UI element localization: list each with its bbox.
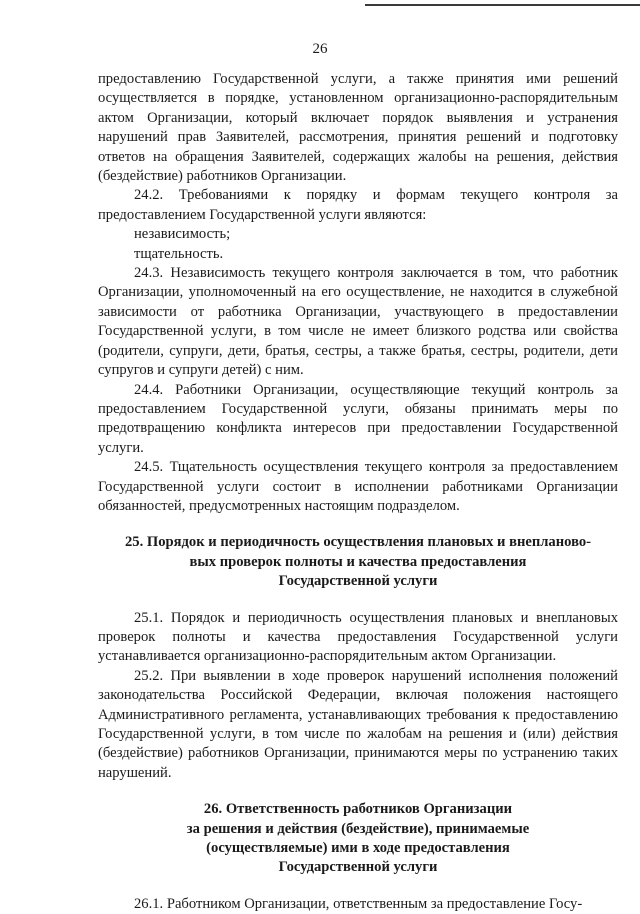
section-heading-25 xyxy=(98,533,618,591)
paragraph-24-4: 24.4. Работники Организации, осуществляющие текущий контроль за предоставлением Государственной услуги, обязаны принимать меры по предотвращению конфликта интересов при предоставлении Государственной услуги. xyxy=(98,381,618,456)
heading-25-line-3: Государственной услуги xyxy=(278,573,438,590)
paragraph-24-3: 24.3. Независимость текущего контроля заключается в том, что работник Организации, уполномоченный на его осуществление, не находится в служебной зависимости от работника Организации, участвующего в предоставлении Государственной услуги, в том числе не имеет близкого родства или свойства (родители, супруги, дети, братья, сестры, а также братья, сестры, родители, дети супругов и супруги детей) с ним. xyxy=(98,265,618,379)
list-item-thoroughness: тщательность. xyxy=(134,245,224,262)
section-heading-26 xyxy=(98,800,618,878)
document-body xyxy=(98,70,618,914)
page-number: 26 xyxy=(312,41,328,57)
heading-26-line-3: (осуществляемые) ими в ходе предоставления xyxy=(206,840,510,857)
paragraph-continuation: предоставлению Государственной услуги, а также принятия ими решений осуществляется в порядке, установленном организационно-распорядительным актом Организации, который включает порядок выявления и устранения нарушений прав Заявителей, рассмотрения, принятия решений и подготовку ответов на обращения Заявителей, содержащих жалобы на решения, действия (бездействие) работников Организации. xyxy=(98,71,618,185)
heading-26-line-4: Государственной услуги xyxy=(278,859,438,876)
heading-26-line-1: 26. Ответственность работников Организации xyxy=(203,801,513,818)
heading-25-line-2: вых проверок полноты и качества предоставления xyxy=(189,553,527,570)
paragraph-26-1: 26.1. Работником Организации, ответственным за предоставление Госу- xyxy=(134,895,583,912)
heading-26-line-2: за решения и действия (бездействие), принимаемые xyxy=(186,820,530,837)
list-item-independence: независимость; xyxy=(134,226,231,243)
paragraph-25-1: 25.1. Порядок и периодичность осуществления плановых и внеплановых проверок полноты и качества предоставления Государственной услуги устанавливается организационно-распорядительным актом Организации. xyxy=(98,609,618,665)
paragraph-25-2: 25.2. При выявлении в ходе проверок нарушений исполнения положений законодательства Российской Федерации, включая положения настоящего Административного регламента, устанавливающих требования к предоставлению Государственной услуги, в том числе по жалобам на решения и (или) действия (бездействие) работников Организации, принимаются меры по устранению таких нарушений. xyxy=(98,667,618,781)
heading-25-line-1: 25. Порядок и периодичность осуществления плановых и внепланово- xyxy=(124,534,592,551)
paragraph-24-2: 24.2. Требованиями к порядку и формам текущего контроля за предоставлением Государственной услуги являются: xyxy=(98,187,618,223)
top-border-line xyxy=(365,4,640,6)
paragraph-24-5: 24.5. Тщательность осуществления текущего контроля за предоставлением Государственной услуги состоит в исполнении работниками Организации обязанностей, предусмотренных настоящим подразделом. xyxy=(98,459,618,514)
